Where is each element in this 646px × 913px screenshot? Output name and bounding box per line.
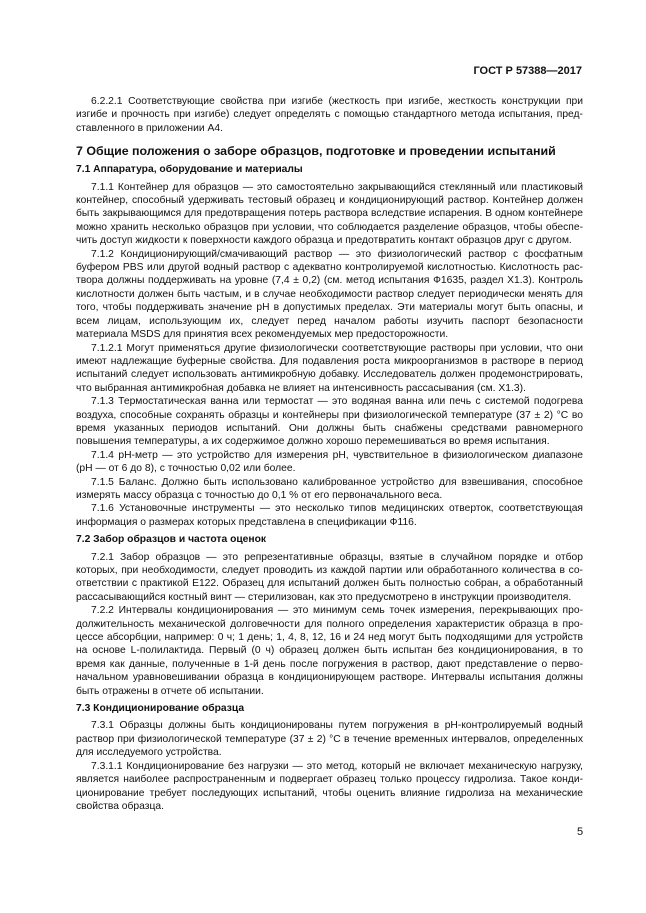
paragraph-7-3-1-1: 7.3.1.1 Кондиционирование без нагрузки — это метод, который не включает механическую нагрузку, является наиболее распространенным и подвергает образец только процессу гидролиза. Такое конди-ционирование требует последующих испытаний, чтобы оценить влияние гидролиза на механические свойства образца. <box>76 760 583 812</box>
page-number: 5 <box>577 826 584 838</box>
page-content <box>76 95 583 813</box>
paragraph-7-1-3: 7.1.3 Термостатическая ванна или термостат — это водяная ванна или печь с системой подогрева воздуха, способные сохранять образцы и контейнеры при физиологической температуре (37 ± 2) °С во время указанных периодов испытаний. Они должны быть снабжены средствами равномерного повышения температуры, а их содержимое должно хорошо перемешиваться во время испытания. <box>76 396 583 448</box>
paragraph-7-3-1: 7.3.1 Образцы должны быть кондиционированы путем погружения в pH-контролируемый водный раствор при физиологической температуре (37 ± 2) °С в течение временных интервалов, определенных для исследуемого устройства. <box>76 720 583 759</box>
paragraph-7-2-1: 7.2.1 Забор образцов — это репрезентативные образцы, взятые в случайном порядке и отбор которых, при необходимости, следует проводить из каждой партии или обработанного количества в со-ответствии с практикой Е122. Образец для испытаний должен быть полностью собран, а обработанный рассасывающийся костный винт — стерилизован, как это предусмотрено в инструкции производителя. <box>76 551 583 603</box>
paragraph-7-1-5: 7.1.5 Баланс. Должно быть использовано калиброванное устройство для взвешивания, способное измерять массу образца с точностью до 0,1 % от его первоначального веса. <box>76 476 583 501</box>
paragraph-7-1-2-1: 7.1.2.1 Могут применяться другие физиологически соответствующие растворы при условии, что они имеют надлежащие буферные свойства. Для подавления роста микроорганизмов в растворе в период испытаний следует использовать антимикробную добавку. Исследователь должен продемонстрировать, что выбранная антимикробная добавка не влияет на интенсивность рассасывания (см. X1.3). <box>76 342 583 394</box>
subsection-heading-7-1: 7.1 Аппаратура, оборудование и материалы <box>76 164 303 176</box>
paragraph-7-1-6: 7.1.6 Установочные инструменты — это несколько типов медицинских отверток, соответствующая информация о размерах которых представлена в спецификации Ф116. <box>76 503 583 528</box>
subsection-heading-7-3: 7.3 Кондиционирование образца <box>76 703 245 715</box>
document-header: ГОСТ Р 57388—2017 <box>473 65 582 77</box>
paragraph-7-1-2: 7.1.2 Кондиционирующий/смачивающий раствор — это физиологический раствор с фосфатным буфером PBS или другой водный раствор с адекватно контролируемой кислотностью. Кислотность рас-твора должны поддерживать на уровне (7,4 ± 0,2) (см. метод испытания Ф1635, раздел X1.3). Контроль кислотности должен быть частым, и в случае необходимости раствор следует периодически менять для того, чтобы поддерживать значение pH в допустимых пределах. Эти материалы могут быть опасны, и всем лицам, использующим их, следует перед началом работы изучить паспорт безопасности материала MSDS для принятия всех рекомендуемых мер предосторожности. <box>76 248 583 341</box>
paragraph-7-2-2: 7.2.2 Интервалы кондиционирования — это минимум семь точек измерения, перекрывающих про-должительность механической долговечности для полного определения характеристик образца в про-цессе абсорбции, например: 0 ч; 1 день; 1, 4, 8, 12, 16 и 24 нед могут быть подходящими для устройств на основе L-полилактида. Первый (0 ч) образец должен быть испытан без кондиционирования, в то время как данные, полученные в 1-й день после погружения в раствор, дают представление о перво-начальном уравновешивании образца в кондиционирующем растворе. Интервалы испытания должны быть отражены в отчете об испытании. <box>76 605 583 697</box>
paragraph-7-1-4: 7.1.4 pH-метр — это устройство для измерения pH, чувствительное в физиологическом диапазоне (pH — от 6 до 8), с точностью 0,02 или более. <box>76 449 583 475</box>
subsection-heading-7-2: 7.2 Забор образцов и частота оценок <box>76 534 267 546</box>
paragraph-6-2-2-1: 6.2.2.1 Соответствующие свойства при изгибе (жесткость при изгибе, жесткость конструкции при изгибе и прочность при изгибе) следует определять с помощью стандартного метода испытания, пред-ставленного в приложении А4. <box>76 96 583 134</box>
paragraph-7-1-1: 7.1.1 Контейнер для образцов — это самостоятельно закрывающийся стеклянный или пластиковый контейнер, способный удерживать тестовый образец и кондиционирующий раствор. Контейнер должен быть закрывающимся для предотвращения потерь раствора вследствие испарения. В одном контейнере можно хранить несколько образцов при условии, что соблюдается разделение образцов, чтобы обеспе-чить доступ жидкости к поверхности каждого образца и предотвратить контакт образцов друг с другом. <box>76 181 583 247</box>
section-heading-7: 7 Общие положения о заборе образцов, подготовке и проведении испытаний <box>76 144 556 159</box>
